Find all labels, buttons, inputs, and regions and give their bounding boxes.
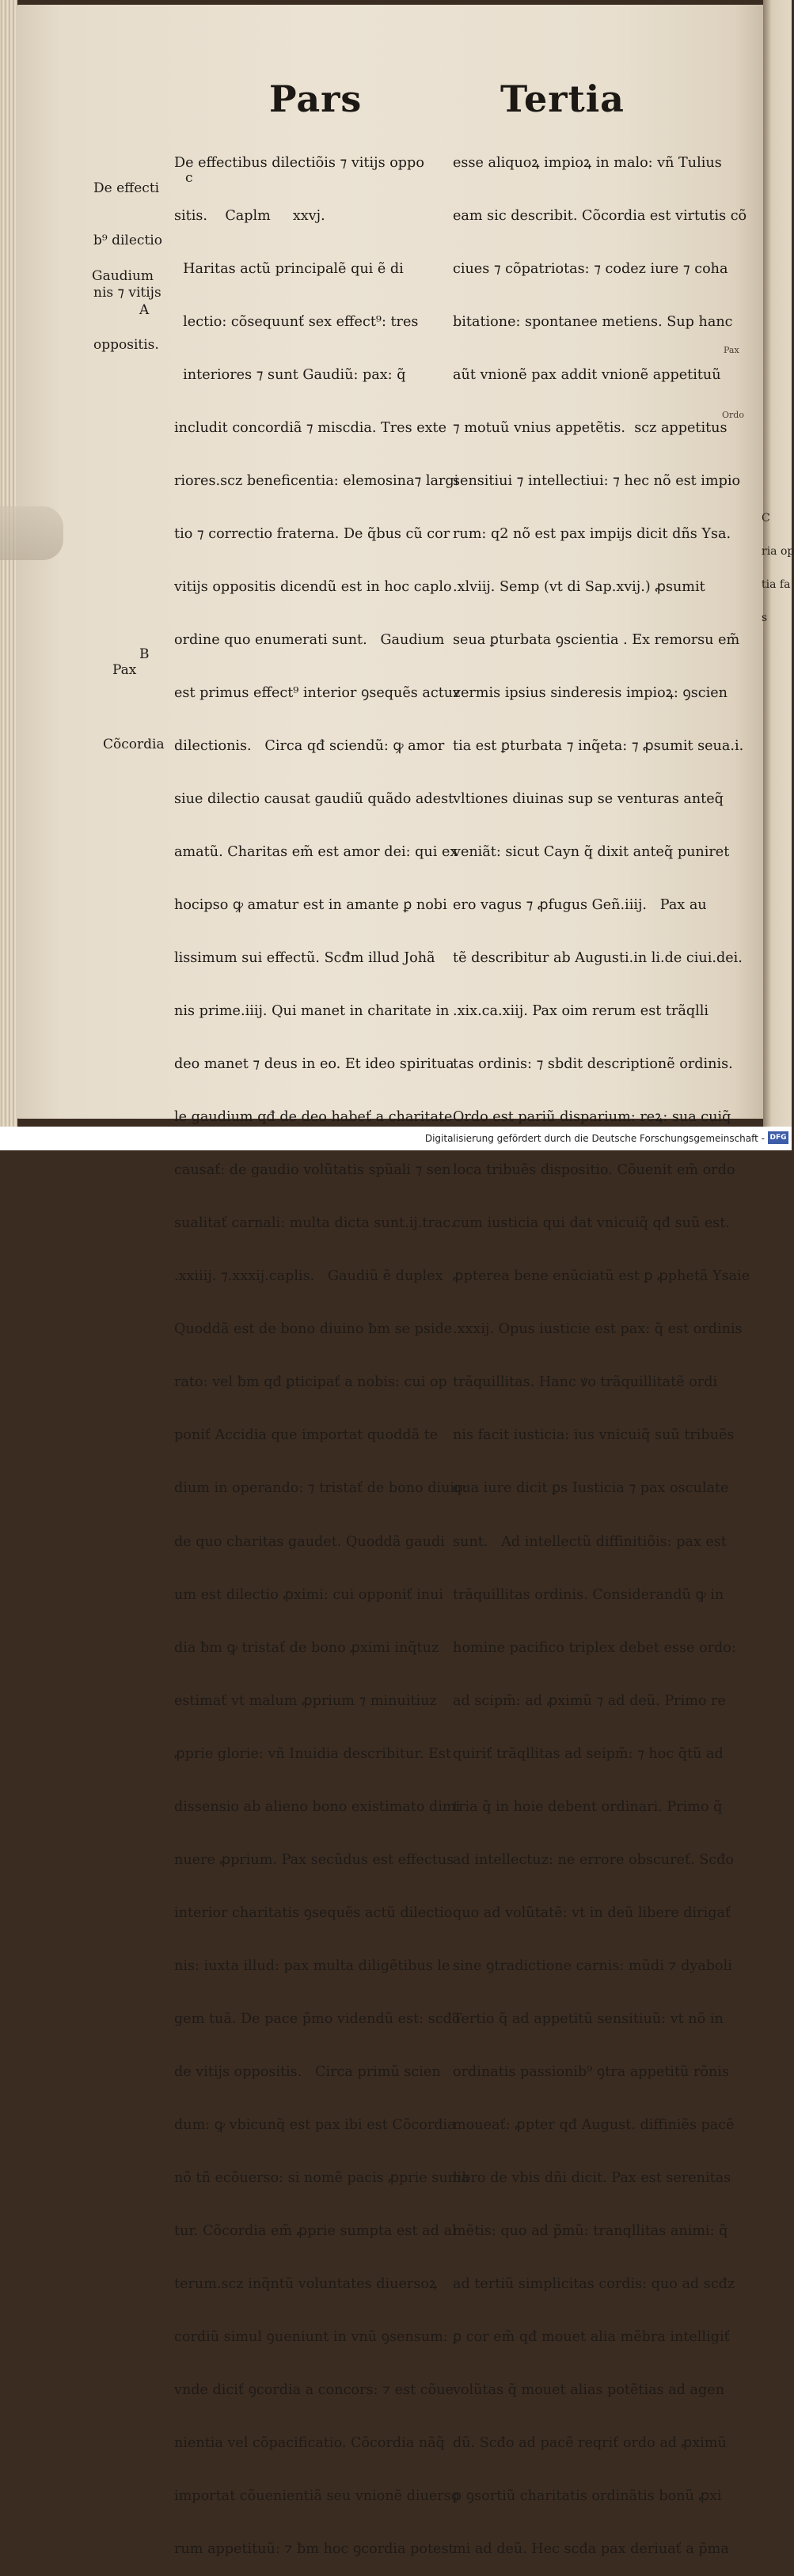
text-line: tur. Cõcordia em̃ ꝓprie sumpta est ad al (174, 2222, 457, 2239)
text-line: ꝓpterea bene enũciatũ est ꝑ ꝓphetã Ysaie (453, 1268, 750, 1285)
margin-note-ordo-right: Ordo (722, 410, 744, 420)
text-line: esse aliquoꝝ impioꝝ in malo: vñ Tulius (453, 154, 722, 171)
text-line: ordinatis passionib⁹ ꝯtra appetitũ rõnis (453, 2063, 729, 2080)
text-line: rato: vel ƀm qđ ꝑticipať a nobis: cui op (174, 1374, 447, 1391)
text-line: siue dilectio causat gaudiũ quãdo adest (174, 791, 454, 808)
text-line: aũt vnionẽ pax addit vnionẽ appetituũ (453, 366, 721, 383)
margin-letter-a: A (139, 302, 150, 318)
text-line: amatũ. Charitas em̃ est amor dei: qui ex (174, 844, 458, 861)
text-line: vnde diciť ꝯcordia a concors: ⁊ est cõue (174, 2382, 454, 2398)
margin-note-gaudium: Gaudium (92, 268, 154, 284)
text-line: tas ordinis: ⁊ sbdit descriptionẽ ordinis. (453, 1056, 733, 1073)
text-line: poniť Accidia que importat quoddã te (174, 1427, 439, 1444)
text-line: nõ tñ ecõuerso: si nomẽ pacis ꝓprie suma (174, 2169, 469, 2186)
text-line: ad intellectuz: ne errore obscureť. Scđo (453, 1851, 734, 1868)
margin-note-pax: Pax (112, 662, 137, 678)
text-line: cum iusticia qui dat vnicuiq̃ qđ suũ est. (453, 1215, 731, 1232)
text-line: estimať vt malum ꝓprium ⁊ minuitiuz (174, 1692, 437, 1709)
text-line: ad tertiũ simplicitas cordis: quo ad scđz (453, 2275, 735, 2292)
text-line: trãquillitas ordinis. Considerandũ ꝙ in (453, 1586, 724, 1603)
text-line: causať: de gaudio volũtatis spũali ⁊ sen (174, 1162, 451, 1179)
margin-letter-c: c (185, 170, 193, 186)
text-line: nientia vel cõpacificatio. Cõcordia nãq̃ (174, 2435, 445, 2452)
running-head-right: Tertia (500, 78, 625, 120)
text-line: gem tuã. De pace p̃mo videndũ est: scđo (174, 2010, 461, 2027)
text-line: dum: ꝙ vbicunq̃ est pax ibi est Cõcordia (174, 2116, 456, 2133)
text-line: .xix.ca.xiij. Pax oim rerum est trãqlli (453, 1003, 709, 1020)
dfg-logo: DFG (768, 1131, 788, 1144)
text-line: nis: iuxta illud: pax multa diligẽtibus le (174, 1957, 450, 1974)
text-line: um est dilectio ꝓximi: cui opponiť inui (174, 1586, 444, 1603)
text-line: sunt. Ad intellectũ diffinitiõis: pax est (453, 1533, 727, 1550)
text-line: De effectibus dilectiõis ⁊ vitijs oppo (174, 154, 424, 171)
text-line: sitis. Caplm xxvj. (174, 207, 325, 224)
text-line: .xxiiij. ⁊.xxxij.caplis. Gaudiũ ẽ duplex (174, 1268, 443, 1285)
text-line: dium in operando: ⁊ tristať de bono diuio: (174, 1480, 468, 1497)
text-line: dilectionis. Circa qđ sciendũ: ꝙ amor (174, 738, 445, 755)
text-line: libro de vbis dñi dicit. Pax est serenitas (453, 2169, 731, 2186)
text-line: seua ꝑturbata ꝯscientia . Ex remorsu em̃ (453, 631, 740, 648)
page-bookmark-strip (0, 506, 63, 560)
text-line: veniãt: sicut Cayn q̃ dixit anteq̃ puniret (453, 844, 730, 861)
text-line: de vitijs oppositis. Circa primũ scien (174, 2063, 441, 2080)
running-head-left: Pars (269, 78, 363, 120)
text-line: vermis ipsius sinderesis impioꝝ: ꝯscien (453, 685, 728, 701)
text-line: mẽtis: quo ad p̃mũ: tranqllitas animi: q̃ (453, 2222, 728, 2239)
text-line: riores.scz beneficentia: elemosina⁊ largi (174, 472, 459, 489)
text-line: interior charitatis ꝯsequẽs actũ dilectio (174, 1904, 453, 1921)
text-line: sine ꝯtradictione carnis: mũdi ⁊ dyaboli (453, 1957, 732, 1974)
text-line: de quo charitas gaudet. Quoddã gaudi (174, 1533, 445, 1550)
text-line: Quoddã est de bono diuino ƀm se pside (174, 1321, 453, 1338)
margin-note-effectibus: De effecti b⁹ dilectio nis ⁊ vitijs oppositis. (93, 180, 162, 353)
text-line: dũ. Scđo ad pacẽ reqriť ordo ad ꝓximũ (453, 2435, 727, 2452)
text-line: includit concordiã ⁊ miscdia. Tres exte (174, 419, 447, 436)
text-line: tia est ꝑturbata ⁊ inq̃eta: ⁊ ꝓsumit seua.i. (453, 738, 744, 755)
text-line: ad scipm̃: ad ꝓximũ ⁊ ad deũ. Primo re (453, 1692, 726, 1709)
text-line: ꝑ ꝯsortiũ charitatis ordinãtis bonũ ꝓxi (453, 2488, 722, 2505)
text-line: rum: q2 nõ est pax impijs dicit dñs Ysa. (453, 525, 731, 542)
text-line: ciues ⁊ cõpatriotas: ⁊ codez iure ⁊ coha (453, 260, 728, 277)
text-line: ordine quo enumerati sunt. Gaudium (174, 631, 445, 648)
text-line: importat cõuenientiã seu vnionẽ diuerso (174, 2488, 460, 2505)
text-line: .xxxij. Opus iusticie est pax: q̃ est ordinis (453, 1321, 743, 1338)
text-line: Haritas actũ principalẽ qui ẽ di (174, 260, 404, 277)
text-line: loca tribuẽs dispositio. Cõuenit em̃ ordo (453, 1162, 735, 1179)
text-line: sualitať carnali: multa dicta sunt.ij.trac. (174, 1215, 455, 1232)
book-page-edges (0, 0, 17, 1150)
margin-note-concordia: Cõcordia (103, 737, 165, 752)
text-line: quo ad volũtatẽ: vt in deũ libere dirigať (453, 1904, 731, 1921)
text-line: moueať: ꝓpter qđ August. diffiniẽs pacẽ (453, 2116, 735, 2133)
text-line: nuere ꝓprium. Pax secũdus est effectus (174, 1851, 454, 1868)
text-line: vitijs oppositis dicendũ est in hoc caplo (174, 578, 452, 595)
text-line: mi ad deũ. Hec scđa pax deriuať a p̃ma (453, 2541, 729, 2558)
text-column-right (453, 119, 750, 2576)
text-line: sensitiui ⁊ intellectiui: ⁊ hec nõ est impio (453, 472, 741, 489)
text-line: trãquillitas. Hanc ꝟo trãquillitatẽ ordi (453, 1374, 718, 1391)
text-line: dia ƀm ꝙ tristať de bono ꝓximi inq̃tuz (174, 1639, 439, 1656)
footer-credit: Digitalisierung gefördert durch die Deutsche Forschungsgemeinschaft - (424, 1133, 765, 1144)
footer-bar (0, 1127, 792, 1150)
text-line: tio ⁊ correctio fraterna. De q̃bus cũ cor (174, 525, 450, 542)
margin-letter-b: B (139, 646, 150, 662)
text-column-left (174, 119, 469, 2576)
text-line: homine pacifico triplex debet esse ordo: (453, 1639, 736, 1656)
text-line: ꝑ cor em̃ qđ mouet alia mẽbra intelligiť (453, 2328, 730, 2345)
text-line: volũtas q̃ mouet alias potẽtias ad agen (453, 2382, 725, 2398)
text-line: tria q̃ in hoie debent ordinari. Primo q̃ (453, 1798, 723, 1815)
text-line: quiriť trãqllitas ad seipm̃: ⁊ hoc q̃tũ ad (453, 1745, 724, 1762)
text-line: terum.scz inq̃ntũ voluntates diuersoꝝ (174, 2275, 438, 2292)
text-line: Ordo est pariũ disparium: reꝝ: sua cuiq̃ (453, 1109, 731, 1126)
text-line: rum appetituũ: ⁊ ƀm hoc ꝯcordia potest (174, 2541, 454, 2558)
text-line: lectio: cõsequunť sex effect⁹: tres (174, 313, 419, 330)
text-line: cordiũ simul ꝯueniunt in vnũ ꝯsensum: (174, 2328, 448, 2345)
text-line: nis prime.iiij. Qui manet in charitate in (174, 1003, 450, 1020)
text-line: ⁊ motuũ vnius appetẽtis. scz appetitus (453, 419, 728, 436)
text-line: hocipso ꝙ amatur est in amante ꝑ nobi (174, 897, 447, 914)
text-line: le gaudium qđ de deo habeť a charitate (174, 1109, 453, 1126)
text-line: deo manet ⁊ deus in eo. Et ideo spiritua (174, 1056, 454, 1073)
text-line: dissensio ab alieno bono existimato dimi (174, 1798, 461, 1815)
margin-note-pax-right: Pax (724, 345, 739, 355)
text-line: nis facit iusticia: ius vnicuiq̃ suũ tribuẽs (453, 1427, 735, 1444)
text-line: interiores ⁊ sunt Gaudiũ: pax: q̃ (174, 366, 406, 383)
text-line: bitatione: spontanee metiens. Sup hanc (453, 313, 733, 330)
text-line: est primus effect⁹ interior ꝯsequẽs actuz (174, 685, 461, 701)
text-line: lissimum sui effectũ. Scđm illud Johã (174, 950, 435, 967)
facing-page-text-fragment: C ria op tia fa s (762, 512, 794, 624)
text-line: vltiones diuinas sup se venturas anteq̃ (453, 791, 724, 808)
text-line: ꝓprie glorie: vñ Inuidia describitur. Est (174, 1745, 451, 1762)
text-line: .xlviij. Semp (vt di Sap.xvij.) ꝓsumit (453, 578, 705, 595)
text-line: qua iure dicit ꝑs Iusticia ⁊ pax osculate (453, 1480, 729, 1497)
text-line: ero vagus ⁊ ꝓfugus Geñ.iiij. Pax au (453, 897, 707, 914)
text-line: Tertio q̃ ad appetitũ sensitiuũ: vt nõ in (453, 2010, 724, 2027)
text-line: tẽ describitur ab Augusti.in li.de ciui.dei. (453, 950, 743, 967)
text-line: eam sic describit. Cõcordia est virtutis cõ (453, 207, 747, 224)
